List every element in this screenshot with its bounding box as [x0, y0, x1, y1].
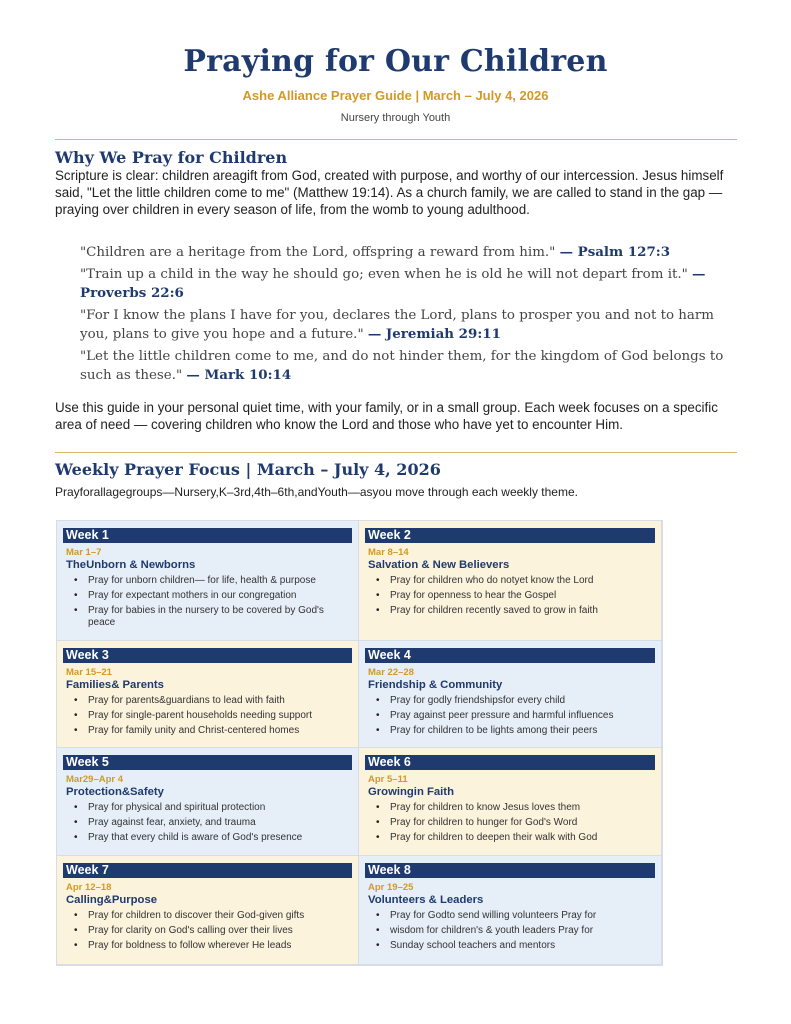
- week-label: Week 4: [365, 648, 655, 663]
- quote-reference: — Psalm 127:3: [559, 244, 671, 260]
- scripture-quotes: [80, 243, 740, 388]
- quote-text: "Train up a child in the way he should go; even when he is old he will not depart from it.": [80, 267, 688, 282]
- prayer-list: [66, 575, 330, 632]
- week-dates: Mar 1–7: [66, 547, 102, 558]
- prayer-item: • Pray against peer pressure and harmful influences: [368, 710, 633, 722]
- week-theme: TheUnborn & Newborns: [66, 559, 196, 571]
- prayer-list: [66, 802, 330, 847]
- week-card: [57, 521, 359, 641]
- week-theme: Salvation & New Believers: [368, 559, 510, 571]
- prayer-item: • Pray for unborn children— for life, health & purpose: [66, 575, 330, 587]
- quote-text: "Let the little children come to me, and do not hinder them, for the kingdom of God belongs to such as these.": [80, 349, 724, 383]
- prayer-item: • Pray for children to hunger for God's Word: [368, 817, 633, 829]
- week-card: [57, 641, 359, 748]
- why-intro-paragraph: Scripture is clear: children areagift from God, created with purpose, and worthy of our intercession. Jesus himself said, "Let the little children come to me" (Matthew 19:14). As a church family, we are called to stand in the gap — praying over children in every season of life, from the womb to young adulthood.: [55, 168, 724, 217]
- week-card: [359, 521, 662, 641]
- prayer-item: • Pray for children to deepen their walk with God: [368, 832, 633, 844]
- week-card: [359, 641, 662, 748]
- week-theme: Calling&Purpose: [66, 894, 158, 906]
- prayer-list: [66, 910, 330, 955]
- prayer-list: [368, 910, 633, 955]
- prayer-item: • Pray for godly friendshipsfor every child: [368, 695, 633, 707]
- guide-subtitle: Ashe Alliance Prayer Guide | March – July 4, 2026: [242, 88, 549, 103]
- week-theme: Families& Parents: [66, 679, 164, 691]
- weekly-intro: Prayforallagegroups—Nursery,K–3rd,4th–6th,andYouth—asyou move through each weekly theme.: [55, 485, 578, 499]
- week-theme: Protection&Safety: [66, 786, 164, 798]
- prayer-item: • Pray against fear, anxiety, and trauma: [66, 817, 330, 829]
- scripture-quote: [80, 306, 740, 344]
- prayer-item: • Pray for boldness to follow wherever He leads: [66, 940, 330, 952]
- quote-reference: — Mark 10:14: [186, 367, 292, 383]
- prayer-item: • Pray for children to discover their God-given gifts: [66, 910, 330, 922]
- section-divider: [55, 452, 737, 453]
- quote-reference: — Jeremiah 29:11: [367, 326, 501, 342]
- weekly-heading: Weekly Prayer Focus | March – July 4, 2026: [55, 460, 441, 479]
- week-dates: Mar29–Apr 4: [66, 774, 124, 785]
- prayer-item: • Pray for parents&guardians to lead with faith: [66, 695, 330, 707]
- week-label: Week 6: [365, 755, 655, 770]
- week-dates: Apr 19–25: [368, 882, 414, 893]
- week-dates: Apr 12–18: [66, 882, 112, 893]
- prayer-item: • Pray for Godto send willing volunteers Pray for: [368, 910, 633, 922]
- prayer-item: • Pray that every child is aware of God's presence: [66, 832, 330, 844]
- week-card: [57, 748, 359, 856]
- week-dates: Mar 8–14: [368, 547, 409, 558]
- week-label: Week 3: [63, 648, 352, 663]
- prayer-item: • Sunday school teachers and mentors: [368, 940, 633, 952]
- section-divider: [55, 139, 737, 140]
- week-label: Week 1: [63, 528, 352, 543]
- week-dates: Mar 15–21: [66, 667, 112, 678]
- prayer-item: • Pray for family unity and Christ-centered homes: [66, 725, 330, 737]
- quote-text: "For I know the plans I have for you, declares the Lord, plans to prosper you and not to harm you, plans to give you hope and a future.": [80, 308, 714, 342]
- week-theme: Growingin Faith: [368, 786, 454, 798]
- prayer-item: • Pray for single-parent households needing support: [66, 710, 330, 722]
- quote-reference: — Proverbs 22:6: [80, 266, 706, 301]
- prayer-item: • Pray for expectant mothers in our congregation: [66, 590, 330, 602]
- prayer-item: • Pray for children recently saved to grow in faith: [368, 605, 633, 617]
- age-range-tagline: Nursery through Youth: [340, 112, 451, 124]
- scripture-quote: [80, 243, 740, 262]
- week-label: Week 7: [63, 863, 352, 878]
- prayer-item: • Pray for children who do notyet know the Lord: [368, 575, 633, 587]
- prayer-item: • Pray for children to be lights among their peers: [368, 725, 633, 737]
- why-closing-paragraph: Use this guide in your personal quiet time, with your family, or in a small group. Each week focuses on a specific area of need — covering children who know the Lord and those who have yet to encounter Him.: [55, 400, 718, 432]
- prayer-item: • Pray for children to know Jesus loves them: [368, 802, 633, 814]
- scripture-quote: [80, 265, 740, 303]
- week-label: Week 2: [365, 528, 655, 543]
- week-dates: Mar 22–28: [368, 667, 414, 678]
- prayer-item: • Pray for clarity on God's calling over their lives: [66, 925, 330, 937]
- week-card: [359, 856, 662, 965]
- week-card: [359, 748, 662, 856]
- week-dates: Apr 5–11: [368, 774, 408, 785]
- weekly-prayer-grid: [56, 520, 663, 966]
- quote-text: "Children are a heritage from the Lord, offspring a reward from him.": [80, 245, 556, 260]
- prayer-list: [368, 695, 633, 740]
- prayer-item: • wisdom for children's & youth leaders Pray for: [368, 925, 633, 937]
- week-card: [57, 856, 359, 965]
- prayer-item: • Pray for babies in the nursery to be covered by God's peace: [66, 605, 330, 629]
- prayer-item: • Pray for physical and spiritual protection: [66, 802, 330, 814]
- week-label: Week 5: [63, 755, 352, 770]
- week-label: Week 8: [365, 863, 655, 878]
- prayer-list: [368, 802, 633, 847]
- page-title: Praying for Our Children: [183, 44, 608, 79]
- prayer-list: [368, 575, 633, 620]
- week-theme: Volunteers & Leaders: [368, 894, 484, 906]
- why-heading: Why We Pray for Children: [55, 148, 288, 167]
- prayer-list: [66, 695, 330, 740]
- week-theme: Friendship & Community: [368, 679, 503, 691]
- scripture-quote: [80, 347, 740, 385]
- prayer-item: • Pray for openness to hear the Gospel: [368, 590, 633, 602]
